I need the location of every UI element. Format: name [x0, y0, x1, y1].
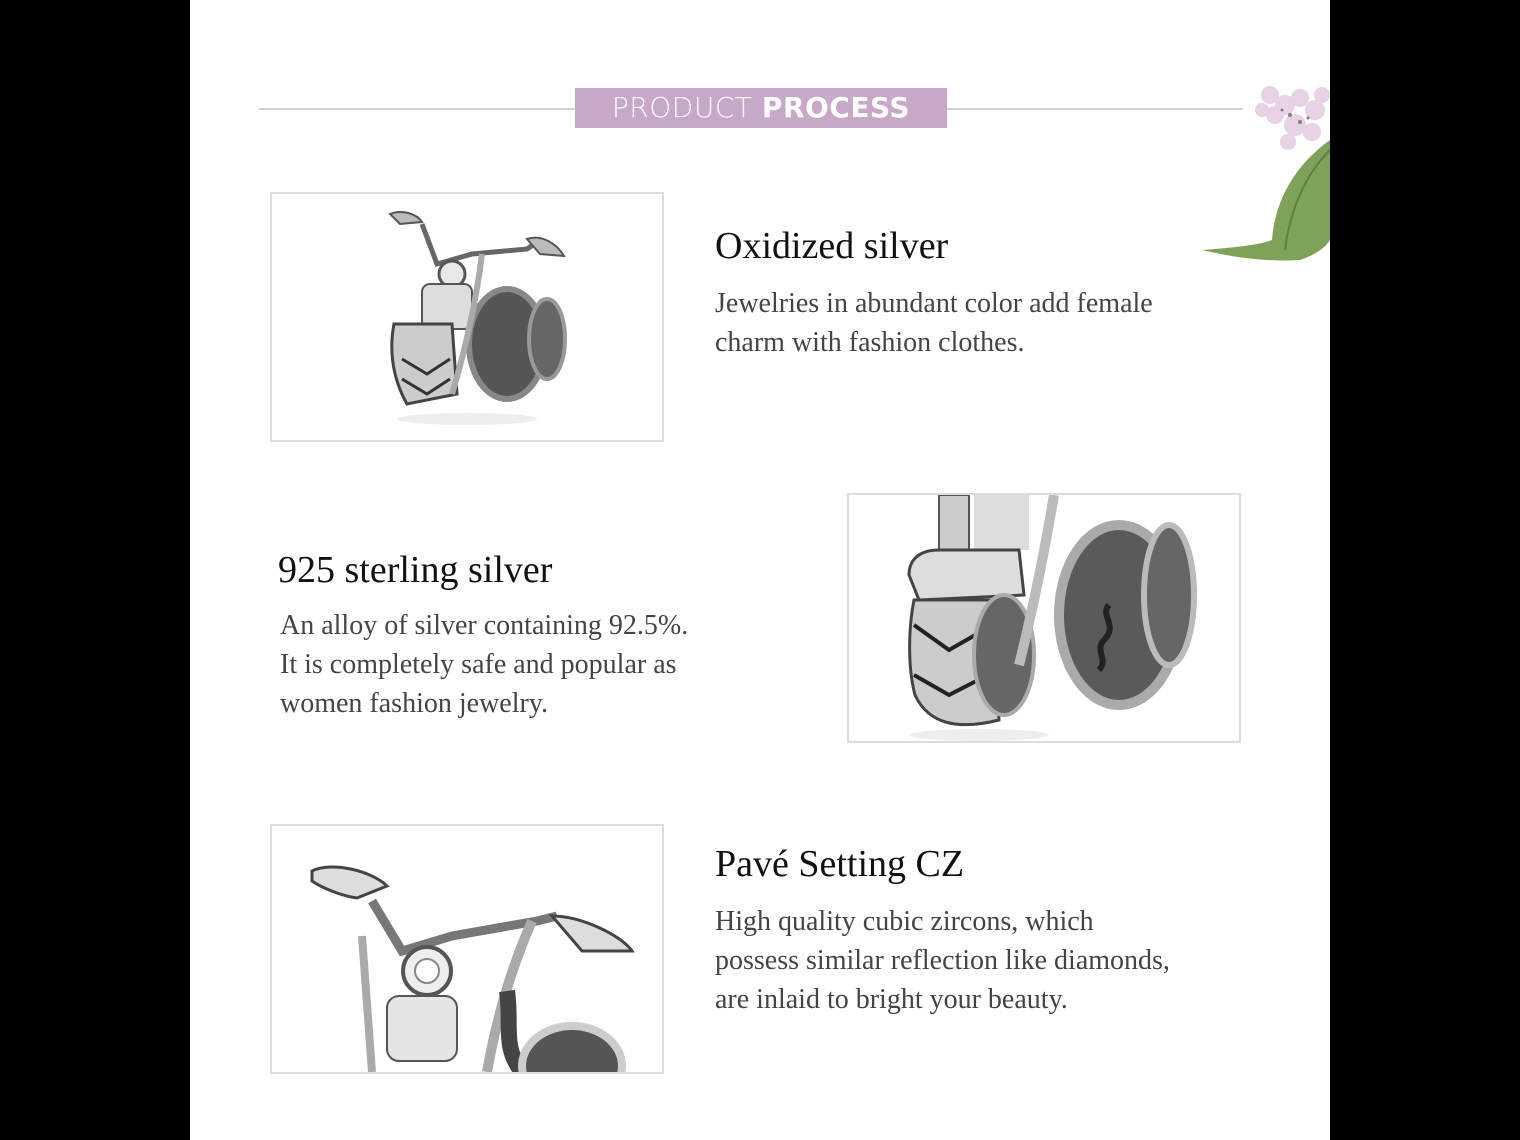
feature-description-line: An alloy of silver containing 92.5%. [280, 610, 689, 641]
feature-description-line: are inlaid to bright your beauty. [715, 984, 1068, 1015]
feature-description-line: High quality cubic zircons, which [715, 906, 1094, 937]
product-image-frame-1 [270, 192, 664, 442]
feature-description-3 [715, 902, 1170, 1019]
motorcycle-charm-image [272, 194, 662, 440]
feature-description-line: women fashion jewelry. [280, 688, 548, 719]
lilac-flower-icon [1200, 70, 1330, 270]
banner-label-light: PRODUCT [611, 91, 762, 124]
product-process-panel [190, 0, 1330, 1140]
motorcycle-charm-wheel-image [849, 495, 1239, 741]
feature-description-line: charm with fashion clothes. [715, 327, 1025, 358]
product-image-frame-2 [847, 493, 1241, 743]
feature-title-3: Pavé Setting CZ [715, 843, 965, 885]
feature-description-1 [715, 284, 1153, 362]
product-image-frame-3 [270, 824, 664, 1074]
banner-label-bold: PROCESS [761, 91, 911, 124]
feature-description-line: possess similar reflection like diamonds, [715, 945, 1170, 976]
motorcycle-charm-handlebar-image [272, 826, 662, 1072]
header-divider-right [943, 108, 1243, 110]
section-banner [575, 88, 947, 128]
feature-description-line: Jewelries in abundant color add female [715, 288, 1153, 319]
feature-title-2: 925 sterling silver [278, 549, 553, 591]
feature-description-line: It is completely safe and popular as [280, 649, 677, 680]
feature-description-2 [280, 606, 688, 723]
header-divider-left [259, 108, 579, 110]
feature-title-1: Oxidized silver [715, 225, 949, 267]
